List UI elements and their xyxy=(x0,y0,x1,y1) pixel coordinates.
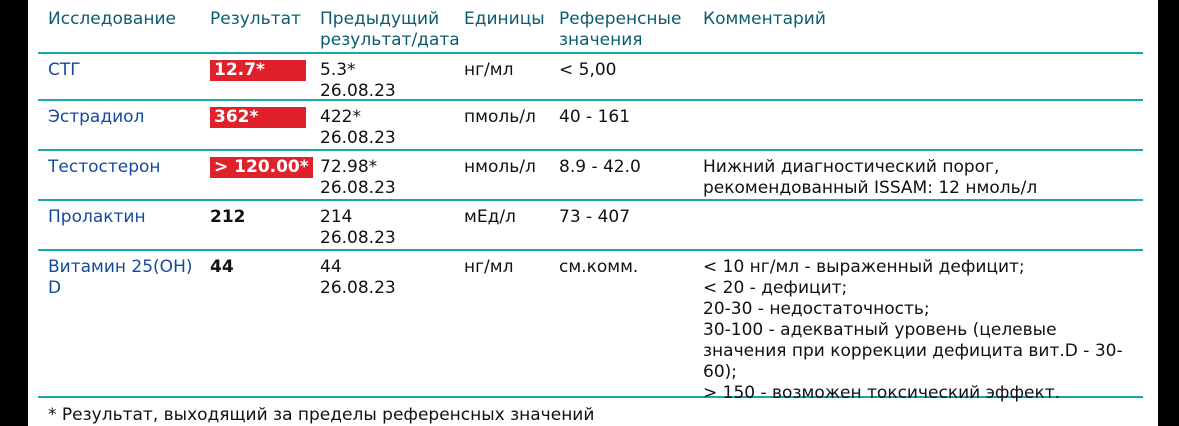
reference-range: 8.9 - 42.0 xyxy=(559,157,641,177)
reference-range: 73 - 407 xyxy=(559,207,631,227)
test-name: Витамин 25(ОН) D xyxy=(48,257,193,298)
result-value: > 120.00* xyxy=(210,157,313,178)
lab-results-page xyxy=(28,0,1158,426)
header-units: Единицы xyxy=(464,9,545,29)
reference-range: см.комм. xyxy=(559,257,639,277)
table-row xyxy=(38,201,1143,251)
previous-result: 72.98* 26.08.23 xyxy=(320,157,396,198)
units: нг/мл xyxy=(464,257,514,277)
header-reference: Референсные значения xyxy=(559,9,682,50)
test-name: СТГ xyxy=(48,60,81,80)
previous-result: 422* 26.08.23 xyxy=(320,107,396,148)
table-header xyxy=(38,0,1143,54)
units: пмоль/л xyxy=(464,107,536,127)
reference-range: < 5,00 xyxy=(559,60,617,80)
header-result: Результат xyxy=(210,9,301,29)
result-cell xyxy=(210,60,314,81)
previous-result: 44 26.08.23 xyxy=(320,257,396,298)
table-row xyxy=(38,251,1143,403)
result-value: 12.7* xyxy=(210,60,306,81)
result-value: 362* xyxy=(210,107,306,128)
comment: < 10 нг/мл - выраженный дефицит; < 20 - дефицит; 20-30 - недостаточность; 30-100 - адекватный уровень (целевые значения при коррекции дефицита вит.D - 30-60); > 150 - возможен токсический эффект. xyxy=(703,257,1123,403)
header-comment: Комментарий xyxy=(703,9,826,29)
footnote: * Результат, выходящий за пределы референсных значений xyxy=(48,405,595,425)
reference-range: 40 - 161 xyxy=(559,107,631,127)
table-row xyxy=(38,54,1143,101)
table-row xyxy=(38,101,1143,151)
result-cell xyxy=(210,107,314,128)
previous-result: 5.3* 26.08.23 xyxy=(320,60,396,101)
result-cell xyxy=(210,157,314,178)
result-cell xyxy=(210,257,314,278)
table-row xyxy=(38,151,1143,201)
units: нг/мл xyxy=(464,60,514,80)
header-name: Исследование xyxy=(48,9,176,29)
test-name: Эстрадиол xyxy=(48,107,145,127)
result-value: 44 xyxy=(210,257,234,277)
units: мЕд/л xyxy=(464,207,516,227)
test-name: Пролактин xyxy=(48,207,146,227)
test-name: Тестостерон xyxy=(48,157,161,177)
previous-result: 214 26.08.23 xyxy=(320,207,396,248)
comment: Нижний диагностический порог, рекомендованный ISSAM: 12 нмоль/л xyxy=(703,157,1038,198)
result-cell xyxy=(210,207,314,228)
header-previous: Предыдущий результат/дата xyxy=(320,9,460,50)
units: нмоль/л xyxy=(464,157,536,177)
result-value: 212 xyxy=(210,207,246,227)
